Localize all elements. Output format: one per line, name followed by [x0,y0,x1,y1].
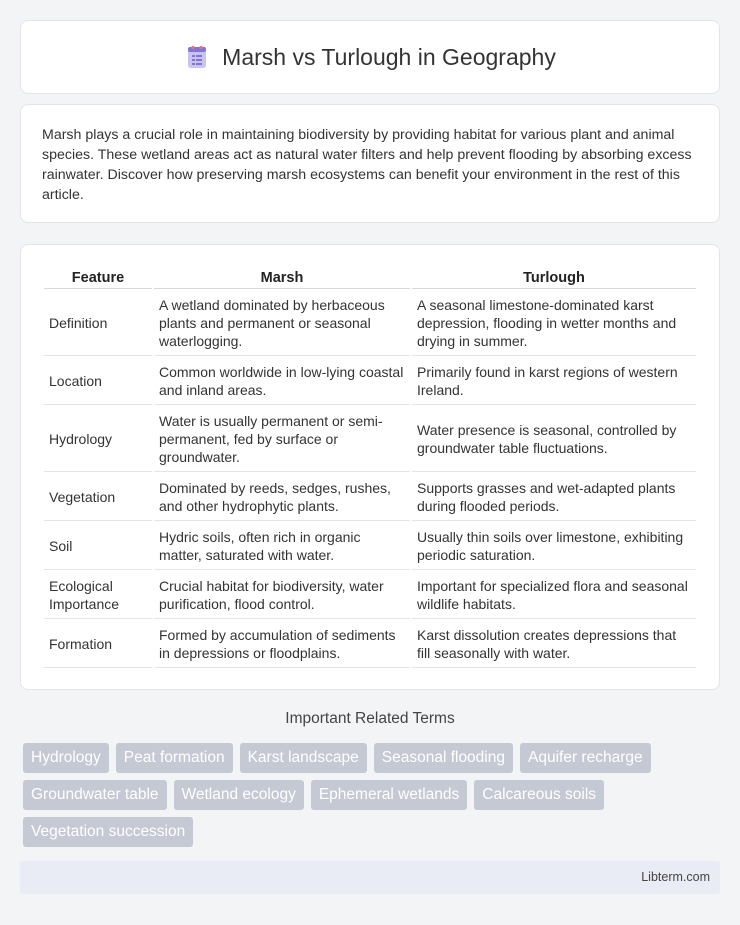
marsh-cell: Dominated by reeds, sedges, rushes, and other hydrophytic plants. [154,474,410,521]
term-tag[interactable]: Aquifer recharge [520,743,651,773]
marsh-cell: Formed by accumulation of sediments in depressions or floodplains. [154,621,410,668]
marsh-cell: Crucial habitat for biodiversity, water purification, flood control. [154,572,410,619]
feature-cell: Hydrology [44,407,152,472]
footer-site-link[interactable]: Libterm.com [641,870,710,884]
term-tag[interactable]: Karst landscape [240,743,367,773]
marsh-cell: Common worldwide in low-lying coastal and inland areas. [154,358,410,405]
feature-cell: Definition [44,291,152,356]
related-terms-title: Important Related Terms [285,710,455,727]
term-tag[interactable]: Vegetation succession [23,817,193,847]
turlough-cell: Important for specialized flora and seasonal wildlife habitats. [412,572,696,619]
table-row [44,407,696,472]
term-tag[interactable]: Peat formation [116,743,233,773]
marsh-cell: A wetland dominated by herbaceous plants and permanent or seasonal waterlogging. [154,291,410,356]
column-header-marsh: Marsh [154,267,410,289]
table-row [44,474,696,521]
footer [20,861,720,894]
term-tag[interactable]: Ephemeral wetlands [311,780,467,810]
turlough-cell: Usually thin soils over limestone, exhibiting periodic saturation. [412,523,696,570]
marsh-cell: Water is usually permanent or semi-permanent, fed by surface or groundwater. [154,407,410,472]
column-header-turlough: Turlough [412,267,696,289]
table-row [44,572,696,619]
term-tag[interactable]: Calcareous soils [474,780,604,810]
page-title: Marsh vs Turlough in Geography [222,43,556,70]
turlough-cell: Supports grasses and wet-adapted plants during flooded periods. [412,474,696,521]
table-header-row [44,267,696,289]
term-tag[interactable]: Wetland ecology [174,780,304,810]
intro-card [20,104,720,223]
turlough-cell: Karst dissolution creates depressions that fill seasonally with water. [412,621,696,668]
comparison-table [42,265,698,670]
term-tag[interactable]: Seasonal flooding [374,743,513,773]
table-row [44,358,696,405]
document-icon [184,44,210,70]
feature-cell: Formation [44,621,152,668]
term-tag[interactable]: Hydrology [23,743,109,773]
feature-cell: Soil [44,523,152,570]
feature-cell: Vegetation [44,474,152,521]
turlough-cell: Primarily found in karst regions of western Ireland. [412,358,696,405]
turlough-cell: A seasonal limestone-dominated karst depression, flooding in wetter months and drying in summer. [412,291,696,356]
table-row [44,621,696,668]
table-row [44,291,696,356]
comparison-table-card [20,244,720,690]
feature-cell: Location [44,358,152,405]
table-row [44,523,696,570]
intro-paragraph: Marsh plays a crucial role in maintaining biodiversity by providing habitat for various plant and animal species. These wetland areas act as natural water filters and help prevent flooding by absorbing excess rainwater. Discover how preserving marsh ecosystems can benefit your environment in the rest of this article. [42,127,692,203]
marsh-cell: Hydric soils, often rich in organic matter, saturated with water. [154,523,410,570]
term-tag[interactable]: Groundwater table [23,780,167,810]
related-terms-list [23,743,723,847]
feature-cell: Ecological Importance [44,572,152,619]
turlough-cell: Water presence is seasonal, controlled by groundwater table fluctuations. [412,407,696,472]
header-card [20,20,720,94]
column-header-feature: Feature [44,267,152,289]
